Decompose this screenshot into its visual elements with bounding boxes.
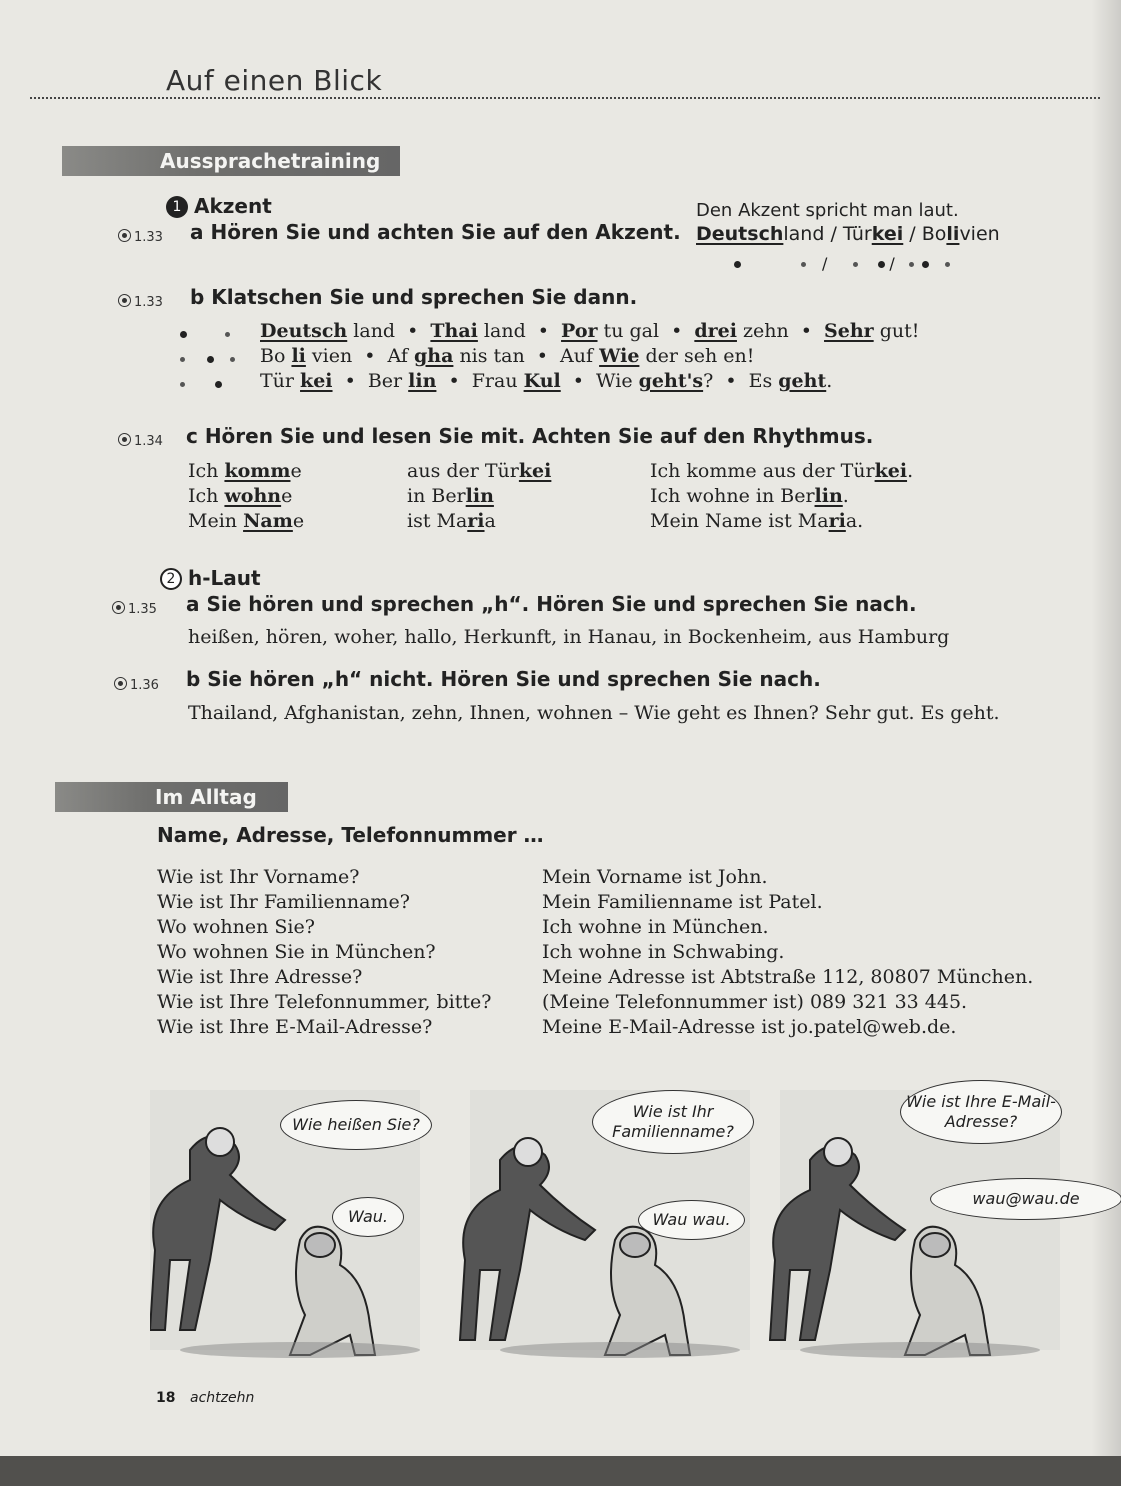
section-banner-im-alltag (55, 782, 288, 812)
rhythm-cell (407, 460, 551, 482)
rhythm-dots-line1 (180, 324, 230, 343)
stress-dot-strong (734, 261, 741, 268)
audio-cd-icon (118, 229, 131, 242)
stressed-syllable: Kul (523, 370, 561, 392)
word-separator: • (671, 320, 683, 342)
task1-title: Akzent (194, 194, 272, 218)
task2b-instruction: b Sie hören „h“ nicht. Hören Sie und sprechen Sie nach. (186, 667, 821, 691)
stressed-syllable: lin (408, 370, 437, 392)
stress-dot-weak (801, 262, 806, 267)
accent-example (696, 223, 1000, 245)
dialog-answer: Ich wohne in Schwabing. (542, 941, 785, 963)
dialog-question: Wie ist Ihre Telefonnummer, bitte? (157, 991, 492, 1013)
stressed-syllable: Thai (430, 320, 478, 342)
stressed-syllable: geht (778, 370, 827, 392)
task1b-instruction: b Klatschen Sie und sprechen Sie dann. (190, 285, 638, 309)
syllable-text (561, 370, 567, 392)
syllable-text: Auf (554, 345, 600, 367)
syllable-text: vien (959, 223, 1000, 245)
rhythm-cell (650, 485, 849, 507)
syllable-text: land (347, 320, 402, 342)
task2b-words: Thailand, Afghanistan, zehn, Ihnen, wohnen – Wie geht es Ihnen? Sehr gut. Es geht. (188, 702, 1000, 724)
syllable-text: / Bo (903, 223, 947, 245)
task1b-line-2 (260, 345, 754, 367)
task1b-line-1 (260, 320, 919, 342)
stressed-syllable: drei (694, 320, 737, 342)
stress-dot-strong (922, 261, 929, 268)
speech-bubble-q2: Wie ist Ihr Familienname? (592, 1090, 754, 1154)
stressed-syllable: ri (828, 510, 846, 532)
stressed-syllable: li (291, 345, 306, 367)
syllable-text: zehn (736, 320, 795, 342)
syllable-text: Ich (188, 485, 225, 507)
dialog-answer: Mein Vorname ist John. (542, 866, 768, 888)
task1b-line-3 (260, 370, 832, 392)
audio-cd-icon (112, 601, 125, 614)
task1-heading (166, 194, 272, 218)
syllable-text: ist Ma (407, 510, 468, 532)
speech-bubble-q1: Wie heißen Sie? (280, 1100, 432, 1150)
task-number-badge: 2 (160, 568, 182, 590)
syllable-text: der seh en! (639, 345, 755, 367)
audio-cd-icon (118, 294, 131, 307)
dialog-answer: Mein Familienname ist Patel. (542, 891, 823, 913)
rhythm-cell (407, 485, 494, 507)
page-number: 18 (156, 1390, 176, 1406)
syllable-text: e (281, 485, 293, 507)
task1a-instruction: a Hören Sie und achten Sie auf den Akzent. (190, 220, 681, 244)
dialog-answer: Meine Adresse ist Abtstraße 112, 80807 München. (542, 966, 1034, 988)
word-separator: • (572, 370, 585, 392)
syllable-text: land (477, 320, 532, 342)
syllable-text: tu gal (597, 320, 666, 342)
audio-track-1-36[interactable]: 1.36 (114, 677, 159, 693)
audio-cd-icon (114, 677, 127, 690)
syllable-text: ? (703, 370, 720, 392)
syllable-text: Es (742, 370, 779, 392)
stressed-syllable: kei (871, 223, 904, 245)
speech-bubble-a2: Wau wau. (638, 1200, 745, 1240)
rhythm-cell (188, 460, 302, 482)
stress-dot-weak (909, 262, 914, 267)
syllable-text: nis tan (453, 345, 531, 367)
audio-track-1-33b[interactable]: 1.33 (118, 294, 163, 310)
syllable-text: a (484, 510, 496, 532)
stressed-syllable: kei (874, 460, 908, 482)
word-separator: • (344, 370, 356, 392)
speech-bubble-a1: Wau. (332, 1197, 404, 1237)
speech-bubble-q3: Wie ist Ihre E-Mail-Adresse? (900, 1080, 1062, 1144)
syllable-text: Tür (260, 370, 301, 392)
dialog-question: Wie ist Ihre E-Mail-Adresse? (157, 1016, 433, 1038)
syllable-text: Ich (188, 460, 225, 482)
syllable-text: . (826, 370, 833, 392)
syllable-text: land / Tür (783, 223, 872, 245)
header-dotted-rule (30, 97, 1100, 99)
alltag-subtitle: Name, Adresse, Telefonnummer … (157, 823, 544, 847)
syllable-text: Ber (361, 370, 409, 392)
rhythm-cell (188, 485, 292, 507)
audio-track-1-34[interactable]: 1.34 (118, 433, 163, 449)
rhythm-cell (650, 460, 913, 482)
stress-dot-strong (878, 261, 885, 268)
word-separator: • (725, 370, 737, 392)
stress-dot-weak (945, 262, 950, 267)
word-separator: • (448, 370, 460, 392)
section-banner-aussprachetraining (62, 146, 400, 176)
syllable-text: Bo (260, 345, 292, 367)
syllable-text: Mein (188, 510, 244, 532)
syllable-text: Frau (465, 370, 524, 392)
speech-bubble-a3: wau@wau.de (930, 1178, 1121, 1220)
dialog-answer: Meine E-Mail-Adresse ist jo.patel@web.de. (542, 1016, 957, 1038)
stressed-syllable: Sehr (824, 320, 874, 342)
syllable-text (436, 370, 442, 392)
stressed-syllable: ri (467, 510, 485, 532)
stressed-syllable: wohn (224, 485, 282, 507)
syllable-text: Wie (590, 370, 639, 392)
audio-track-1-33a[interactable]: 1.33 (118, 229, 163, 245)
syllable-text: e (290, 460, 302, 482)
stressed-syllable: li (946, 223, 960, 245)
syllable-text: . (842, 485, 849, 507)
task2-title: h-Laut (188, 566, 261, 590)
syllable-text: in Ber (407, 485, 466, 507)
rhythm-dots-line3 (180, 374, 222, 393)
dialog-question: Wo wohnen Sie? (157, 916, 315, 938)
task2a-instruction: a Sie hören und sprechen „h“. Hören Sie und sprechen Sie nach. (186, 592, 917, 616)
syllable-text: e (292, 510, 305, 532)
stressed-syllable: gha (413, 345, 454, 367)
page-number-word: achtzehn (190, 1390, 255, 1406)
syllable-text: a. (845, 510, 864, 532)
dialog-answer: Ich wohne in München. (542, 916, 769, 938)
task2-heading (160, 566, 261, 590)
stressed-syllable: Nam (243, 510, 293, 532)
syllable-text: . (907, 460, 914, 482)
accent-note: Den Akzent spricht man laut. (696, 200, 959, 221)
syllable-text: vien (305, 345, 359, 367)
stressed-syllable: lin (465, 485, 494, 507)
stressed-syllable: kei (300, 370, 333, 392)
rhythm-cell (188, 510, 304, 532)
syllable-text: Ich wohne in Ber (650, 485, 815, 507)
syllable-text (333, 370, 339, 392)
dialog-question: Wie ist Ihr Vorname? (157, 866, 360, 888)
page-bottom-edge (0, 1456, 1121, 1486)
stressed-syllable: Deutsch (260, 320, 348, 342)
stressed-syllable: kei (518, 460, 552, 482)
rhythm-cell (407, 510, 496, 532)
word-separator: • (407, 320, 419, 342)
stressed-syllable: Por (561, 320, 598, 342)
task1c-instruction: c Hören Sie und lesen Sie mit. Achten Sie auf den Rhythmus. (186, 424, 874, 448)
word-separator: • (537, 320, 549, 342)
syllable-text: aus der Tür (407, 460, 519, 482)
page-header-title: Auf einen Blick (166, 64, 383, 97)
section-banner-label: Aussprachetraining (160, 149, 381, 173)
task-number-badge: 1 (166, 196, 188, 218)
rhythm-cell (650, 510, 863, 532)
audio-cd-icon (118, 433, 131, 446)
stress-dots-example: / / (734, 254, 950, 273)
stressed-syllable: Wie (599, 345, 640, 367)
word-separator: • (536, 345, 549, 367)
audio-track-1-35[interactable]: 1.35 (112, 601, 157, 617)
syllable-text: Ich komme aus der Tür (650, 460, 875, 482)
stress-dot-weak (853, 262, 858, 267)
task2a-words: heißen, hören, woher, hallo, Herkunft, in Hanau, in Bockenheim, aus Hamburg (188, 626, 950, 648)
syllable-text: gut! (873, 320, 920, 342)
stressed-syllable: geht's (638, 370, 704, 392)
dialog-question: Wo wohnen Sie in München? (157, 941, 436, 963)
syllable-text: Af (381, 345, 414, 367)
section-banner-label: Im Alltag (155, 785, 257, 809)
dialog-answer: (Meine Telefonnummer ist) 089 321 33 445. (542, 991, 968, 1013)
stressed-syllable: komm (224, 460, 291, 482)
syllable-text: Mein Name ist Ma (650, 510, 829, 532)
word-separator: • (800, 320, 812, 342)
rhythm-dots-line2 (180, 349, 235, 368)
stressed-syllable: lin (814, 485, 843, 507)
dialog-question: Wie ist Ihre Adresse? (157, 966, 363, 988)
stressed-syllable: Deutsch (696, 223, 784, 245)
page-shadow (1091, 0, 1121, 1486)
dialog-question: Wie ist Ihr Familienname? (157, 891, 410, 913)
word-separator: • (364, 345, 376, 367)
